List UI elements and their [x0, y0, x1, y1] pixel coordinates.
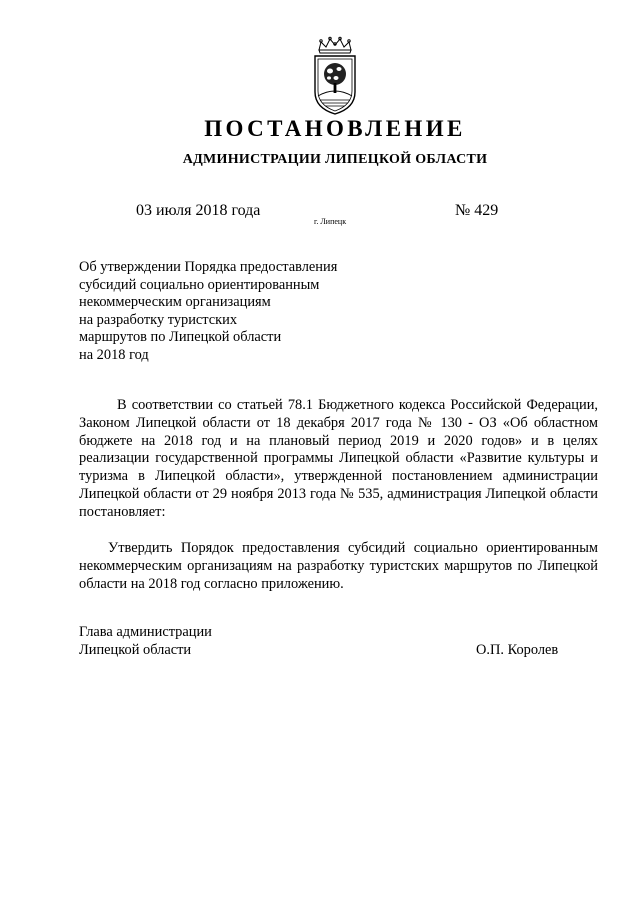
preamble-paragraph: В соответствии со статьей 78.1 Бюджетного кодекса Российской Федерации, Законом Липецкой области от 18 декабря 2017 года № 130 - ОЗ «Об областном бюджете на 2018 год и на плановый период 2019 и 2020 годов» и в целях реализации государственной программы Липецкой области «Развитие культуры и туризма в Липецкой области», утвержденной постановлением администрации Липецкой области от 29 ноября 2013 года № 535, администрация Липецкой области постановляет: — [79, 397, 598, 520]
signatory-position-line: Глава администрации — [79, 624, 212, 640]
document-city: г. Липецк — [314, 217, 347, 226]
subject-line: на разработку туристских — [79, 311, 238, 328]
resolution-paragraph: Утвердить Порядок предоставления субсидий социально ориентированным некоммерческим организациям на разработку туристских маршрутов по Липецкой области на 2018 год согласно приложению. — [79, 540, 598, 592]
document-subject — [79, 259, 337, 365]
document-number: № 429 — [455, 202, 499, 219]
document-date: 03 июля 2018 года — [136, 202, 261, 219]
subject-line: некоммерческим организациям — [79, 294, 271, 311]
coat-of-arms-icon — [303, 36, 367, 116]
signatory-name: О.П. Королев — [476, 642, 559, 658]
signatory-position-line: Липецкой области — [79, 641, 192, 658]
issuing-authority: АДМИНИСТРАЦИИ ЛИПЕЦКОЙ ОБЛАСТИ — [182, 152, 488, 167]
subject-line: субсидий социально ориентированным — [79, 276, 320, 293]
subject-line: маршрутов по Липецкой области — [79, 329, 282, 346]
document-title: ПОСТАНОВЛЕНИЕ — [204, 116, 466, 141]
signatory-position — [79, 624, 212, 660]
subject-line: Об утверждении Порядка предоставления — [79, 259, 338, 275]
subject-line: на 2018 год — [79, 346, 149, 363]
